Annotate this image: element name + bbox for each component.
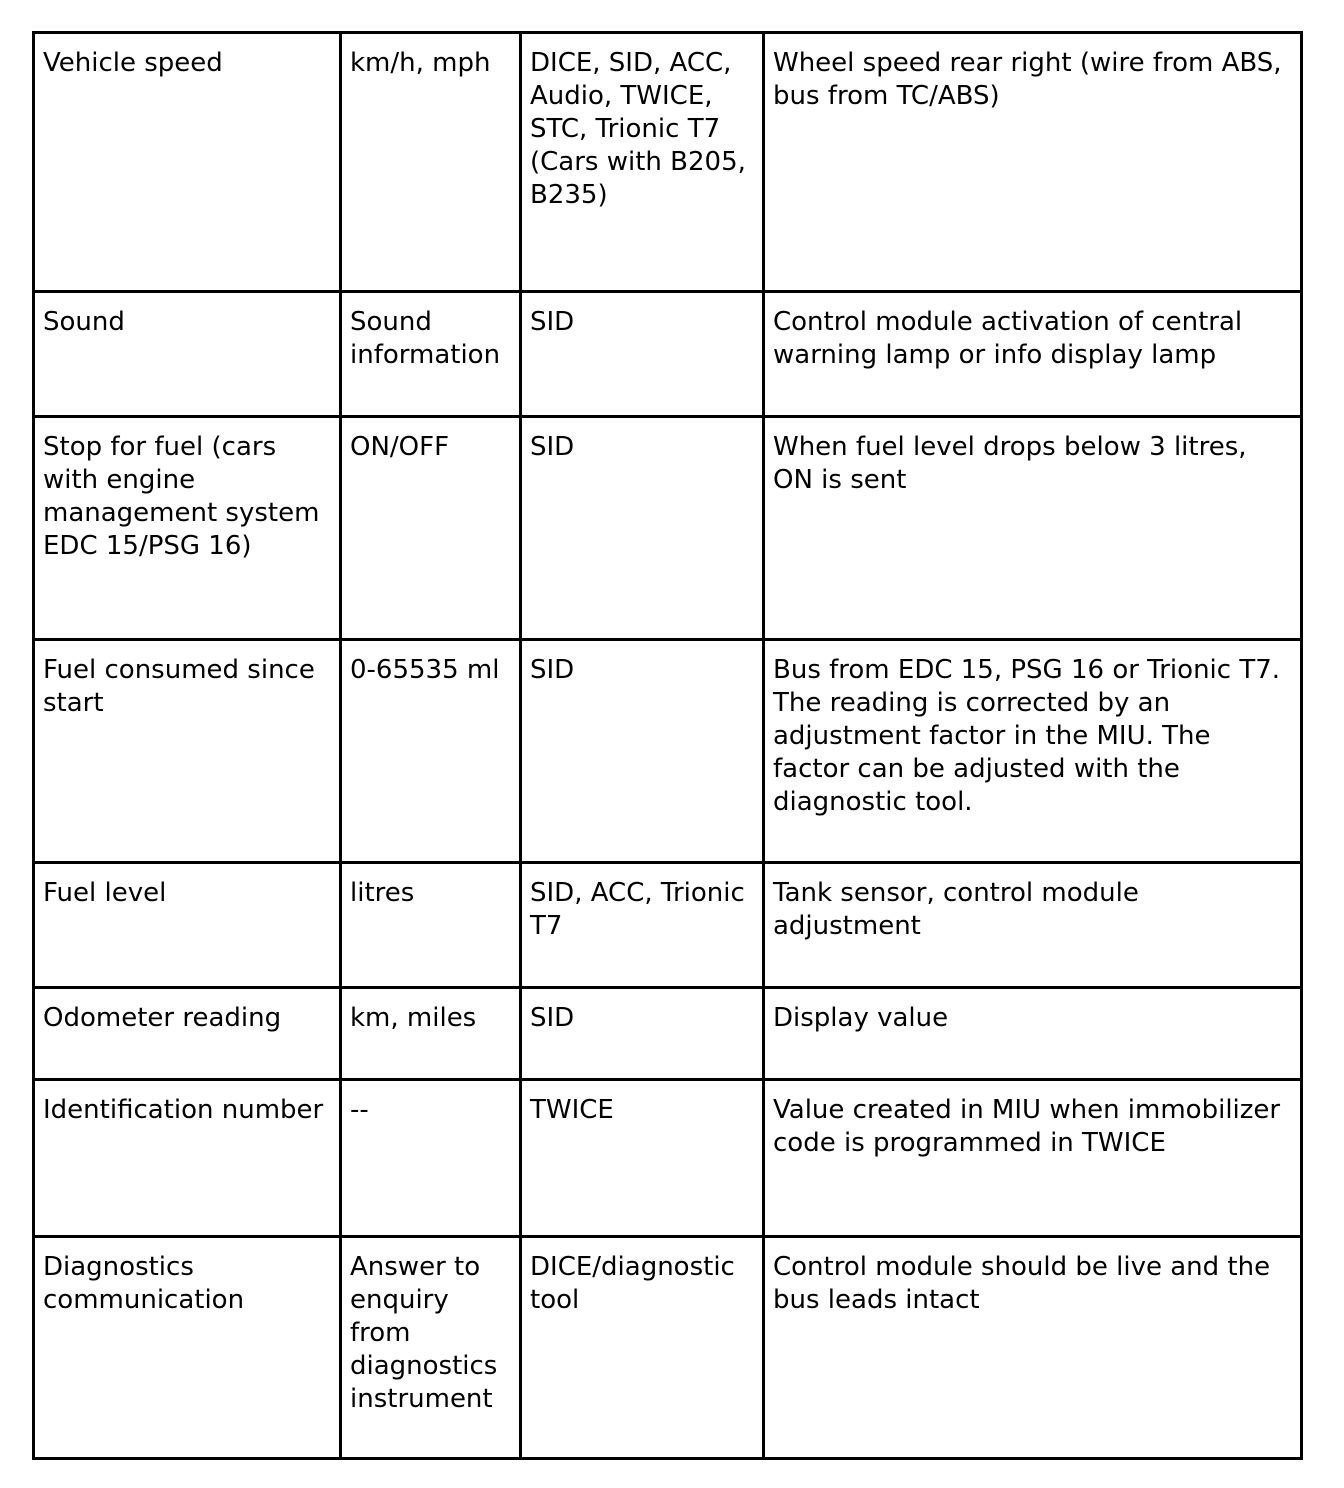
source-cell: Tank sensor, control module adjustment	[764, 863, 1302, 988]
signal-cell: Stop for fuel (cars with engine management system EDC 15/PSG 16)	[34, 417, 341, 640]
source-cell: Control module activation of central warning lamp or info display lamp	[764, 292, 1302, 417]
receiver-cell: TWICE	[521, 1080, 764, 1237]
receiver-cell: SID	[521, 640, 764, 863]
source-cell: Display value	[764, 988, 1302, 1080]
table-row	[34, 417, 1302, 640]
table-row	[34, 640, 1302, 863]
signal-table	[32, 31, 1303, 1460]
table-row	[34, 1080, 1302, 1237]
source-cell: Control module should be live and the bus leads intact	[764, 1237, 1302, 1459]
unit-cell: ON/OFF	[341, 417, 521, 640]
receiver-cell: DICE, SID, ACC, Audio, TWICE, STC, Trionic T7 (Cars with B205, B235)	[521, 33, 764, 292]
signal-cell: Diagnostics communication	[34, 1237, 341, 1459]
table-row	[34, 1237, 1302, 1459]
unit-cell: km, miles	[341, 988, 521, 1080]
table-row	[34, 292, 1302, 417]
receiver-cell: SID	[521, 292, 764, 417]
receiver-cell: SID, ACC, Trionic T7	[521, 863, 764, 988]
signal-cell: Identification number	[34, 1080, 341, 1237]
signal-cell: Sound	[34, 292, 341, 417]
receiver-cell: SID	[521, 417, 764, 640]
signal-cell: Vehicle speed	[34, 33, 341, 292]
unit-cell: 0-65535 ml	[341, 640, 521, 863]
table-row	[34, 33, 1302, 292]
signal-cell: Odometer reading	[34, 988, 341, 1080]
unit-cell: --	[341, 1080, 521, 1237]
table-row	[34, 988, 1302, 1080]
source-cell: When fuel level drops below 3 litres, ON is sent	[764, 417, 1302, 640]
unit-cell: Sound information	[341, 292, 521, 417]
receiver-cell: DICE/diagnostic tool	[521, 1237, 764, 1459]
source-cell: Value created in MIU when immobilizer code is programmed in TWICE	[764, 1080, 1302, 1237]
receiver-cell: SID	[521, 988, 764, 1080]
source-cell: Bus from EDC 15, PSG 16 or Trionic T7. The reading is corrected by an adjustment factor in the MIU. The factor can be adjusted with the diagnostic tool.	[764, 640, 1302, 863]
signal-cell: Fuel level	[34, 863, 341, 988]
unit-cell: km/h, mph	[341, 33, 521, 292]
source-cell: Wheel speed rear right (wire from ABS, bus from TC/ABS)	[764, 33, 1302, 292]
signal-cell: Fuel consumed since start	[34, 640, 341, 863]
unit-cell: litres	[341, 863, 521, 988]
unit-cell: Answer to enquiry from diagnostics instrument	[341, 1237, 521, 1459]
table-row	[34, 863, 1302, 988]
